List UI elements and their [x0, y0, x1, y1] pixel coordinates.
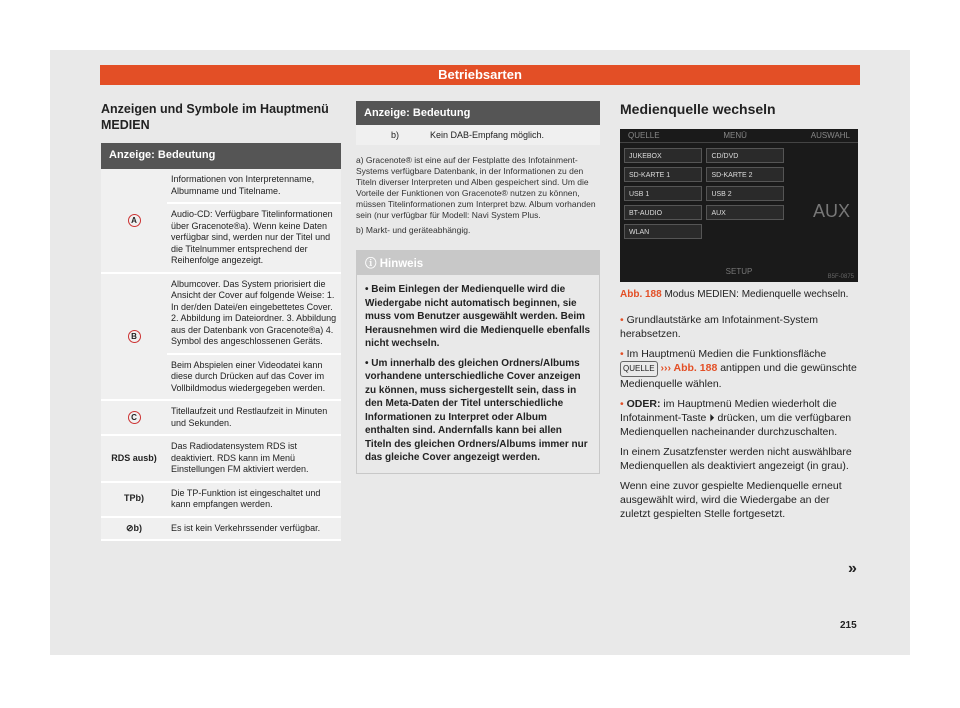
cell: Titellaufzeit und Restlaufzeit in Minuten und Sekunden. — [167, 400, 341, 435]
table-header: Anzeige: Bedeutung — [356, 101, 600, 125]
section-banner: Betriebsarten — [100, 65, 860, 85]
cell-key: RDS ausb) — [101, 435, 167, 482]
list-item: • Um innerhalb des gleichen Ordners/Albums vorhandene unterschiedliche Cover anzeigen zu können, muss sichergestellt sein, dass in den Meta-Daten der Titel unterschiedliche Informationen zu Interpret oder Album enthalten sind. Andernfalls kann bei allen Titeln des gleichen Ordners/Albums immer nur das gleiche Cover angezeigt werden. — [365, 357, 588, 463]
cell: Das Radiodatensystem RDS ist deaktiviert. RDS kann im Menü Einstellungen FM aktiviert werden. — [167, 435, 341, 482]
aux-label: AUX — [812, 201, 850, 221]
display-table — [101, 143, 341, 541]
table-row — [101, 517, 341, 541]
cell: Beim Abspielen einer Videodatei kann diese durch Drücken auf das Cover im Vollbildmodus wiedergegeben werden. — [167, 354, 341, 401]
footnote-b: b) Markt- und geräteabhängig. — [356, 225, 471, 235]
cell: Kein DAB-Empfang möglich. — [430, 130, 545, 140]
list-item: • Beim Einlegen der Medienquelle wird die Wiedergabe nicht automatisch beginnen, sie muss vom Benutzer ausgewählt werden. Beim Herausnehmen wird die Medienquelle ebenfalls nicht wechseln. — [365, 284, 591, 349]
table-row — [356, 125, 600, 145]
section-title: Medienquelle wechseln — [620, 101, 776, 117]
body-text: • Grundlautstärke am Infotainment-System herabsetzen. • Im Hauptmenü Medien die Funktionsfläche QUELLE ››› Abb. 188 antippen und die gewünschte Medienquelle wählen. • ODER: im Hauptmenü Medien wiederholt die Infotainment-Taste ⏵ drücken, um die verfügbaren Medienquellen nacheinander durchzuschalten. In einem Zusatzfenster werden nicht auswählbare Medienquellen als deaktiviert angezeigt (in grau). Wenn eine zuvor gespielte Medienquelle erneut ausgewählt wird, wird die Wiedergabe an der zuletzt gespielten Stelle fortgesetzt. — [620, 314, 857, 520]
marker-a: A — [128, 214, 141, 227]
setup-label: SETUP — [725, 267, 753, 276]
info-icon: ⓘ — [365, 258, 380, 270]
table-row — [101, 273, 341, 354]
cell: Albumcover. Das System priorisiert die Ansicht der Cover auf folgende Weise: 1. In der/den Datei/en eingebettetes Cover. 2. Abbildung im Dateiordner. 3. Abbildung aus der Datenbank von Gracenote®a) 4. Symbol des angeschlossenen Geräts. — [167, 273, 341, 354]
tab-quelle: QUELLE — [628, 131, 660, 140]
footnote-a: a) Gracenote® ist eine auf der Festplatte des Infotainment-Systems verfügbare Datenbank, in der Informationen zu den Titeln diverser Interpreten und Alben gespeichert sind. Um die Vorteile der Funktionen von Gracenote® nutzen zu können, müssen Titelinformationen zum Interpret bzw. Album vorhanden sein (nur verfügbar für Modell: Navi System Plus. — [356, 155, 596, 220]
table-row — [101, 482, 341, 517]
right-column — [620, 101, 860, 527]
marker-b: B — [128, 330, 141, 343]
source-cell: WLAN — [624, 224, 702, 239]
marker-c: C — [128, 411, 141, 424]
hint-list — [365, 283, 591, 465]
table-row — [101, 400, 341, 435]
cell-key: TPb) — [101, 482, 167, 517]
hint-box — [356, 250, 600, 474]
continue-icon: » — [848, 560, 857, 577]
cell: Audio-CD: Verfügbare Titelinformationen über Gracenote®a). Wenn keine Daten verfügbar sind, werden nur der Titel und die Titelnummer entsprechend der Reihenfolge angezeigt. — [167, 203, 341, 273]
figure-ref: B5F-0875 — [827, 274, 854, 280]
source-cell: USB 2 — [706, 186, 784, 201]
page-number: 215 — [840, 620, 857, 631]
no-traffic-icon: ⊘b) — [101, 517, 167, 541]
table-header: Anzeige: Bedeutung — [101, 143, 341, 169]
table-row — [101, 435, 341, 482]
source-cell: SD-KARTE 1 — [624, 167, 702, 182]
cell: Es ist kein Verkehrssender verfügbar. — [167, 517, 341, 541]
source-cell: SD-KARTE 2 — [706, 167, 784, 182]
source-cell: USB 1 — [624, 186, 702, 201]
tab-menu: MENÜ — [723, 131, 747, 140]
section-title: Anzeigen und Symbole im Hauptmenü MEDIEN — [101, 102, 329, 132]
source-cell: JUKEBOX — [624, 148, 702, 163]
hint-title: Hinweis — [379, 258, 424, 270]
figure-caption: Abb. 188 Modus MEDIEN: Medienquelle wechseln. — [620, 289, 849, 300]
table-row — [101, 169, 341, 203]
cell: Informationen von Interpretenname, Albumname und Titelname. — [167, 169, 341, 203]
source-cell: BT-AUDIO — [624, 205, 702, 220]
source-cell: AUX — [706, 205, 784, 220]
left-column — [101, 101, 341, 541]
cell: Die TP-Funktion ist eingeschaltet und kann empfangen werden. — [167, 482, 341, 517]
figure-link[interactable]: ››› Abb. 188 — [660, 362, 718, 374]
media-screen-figure — [620, 129, 858, 282]
quelle-key: QUELLE — [620, 361, 658, 377]
tab-auswahl: AUSWAHL — [810, 131, 850, 140]
no-dab-icon: b) — [390, 130, 399, 140]
source-cell: CD/DVD — [706, 148, 784, 163]
middle-column — [356, 101, 600, 474]
